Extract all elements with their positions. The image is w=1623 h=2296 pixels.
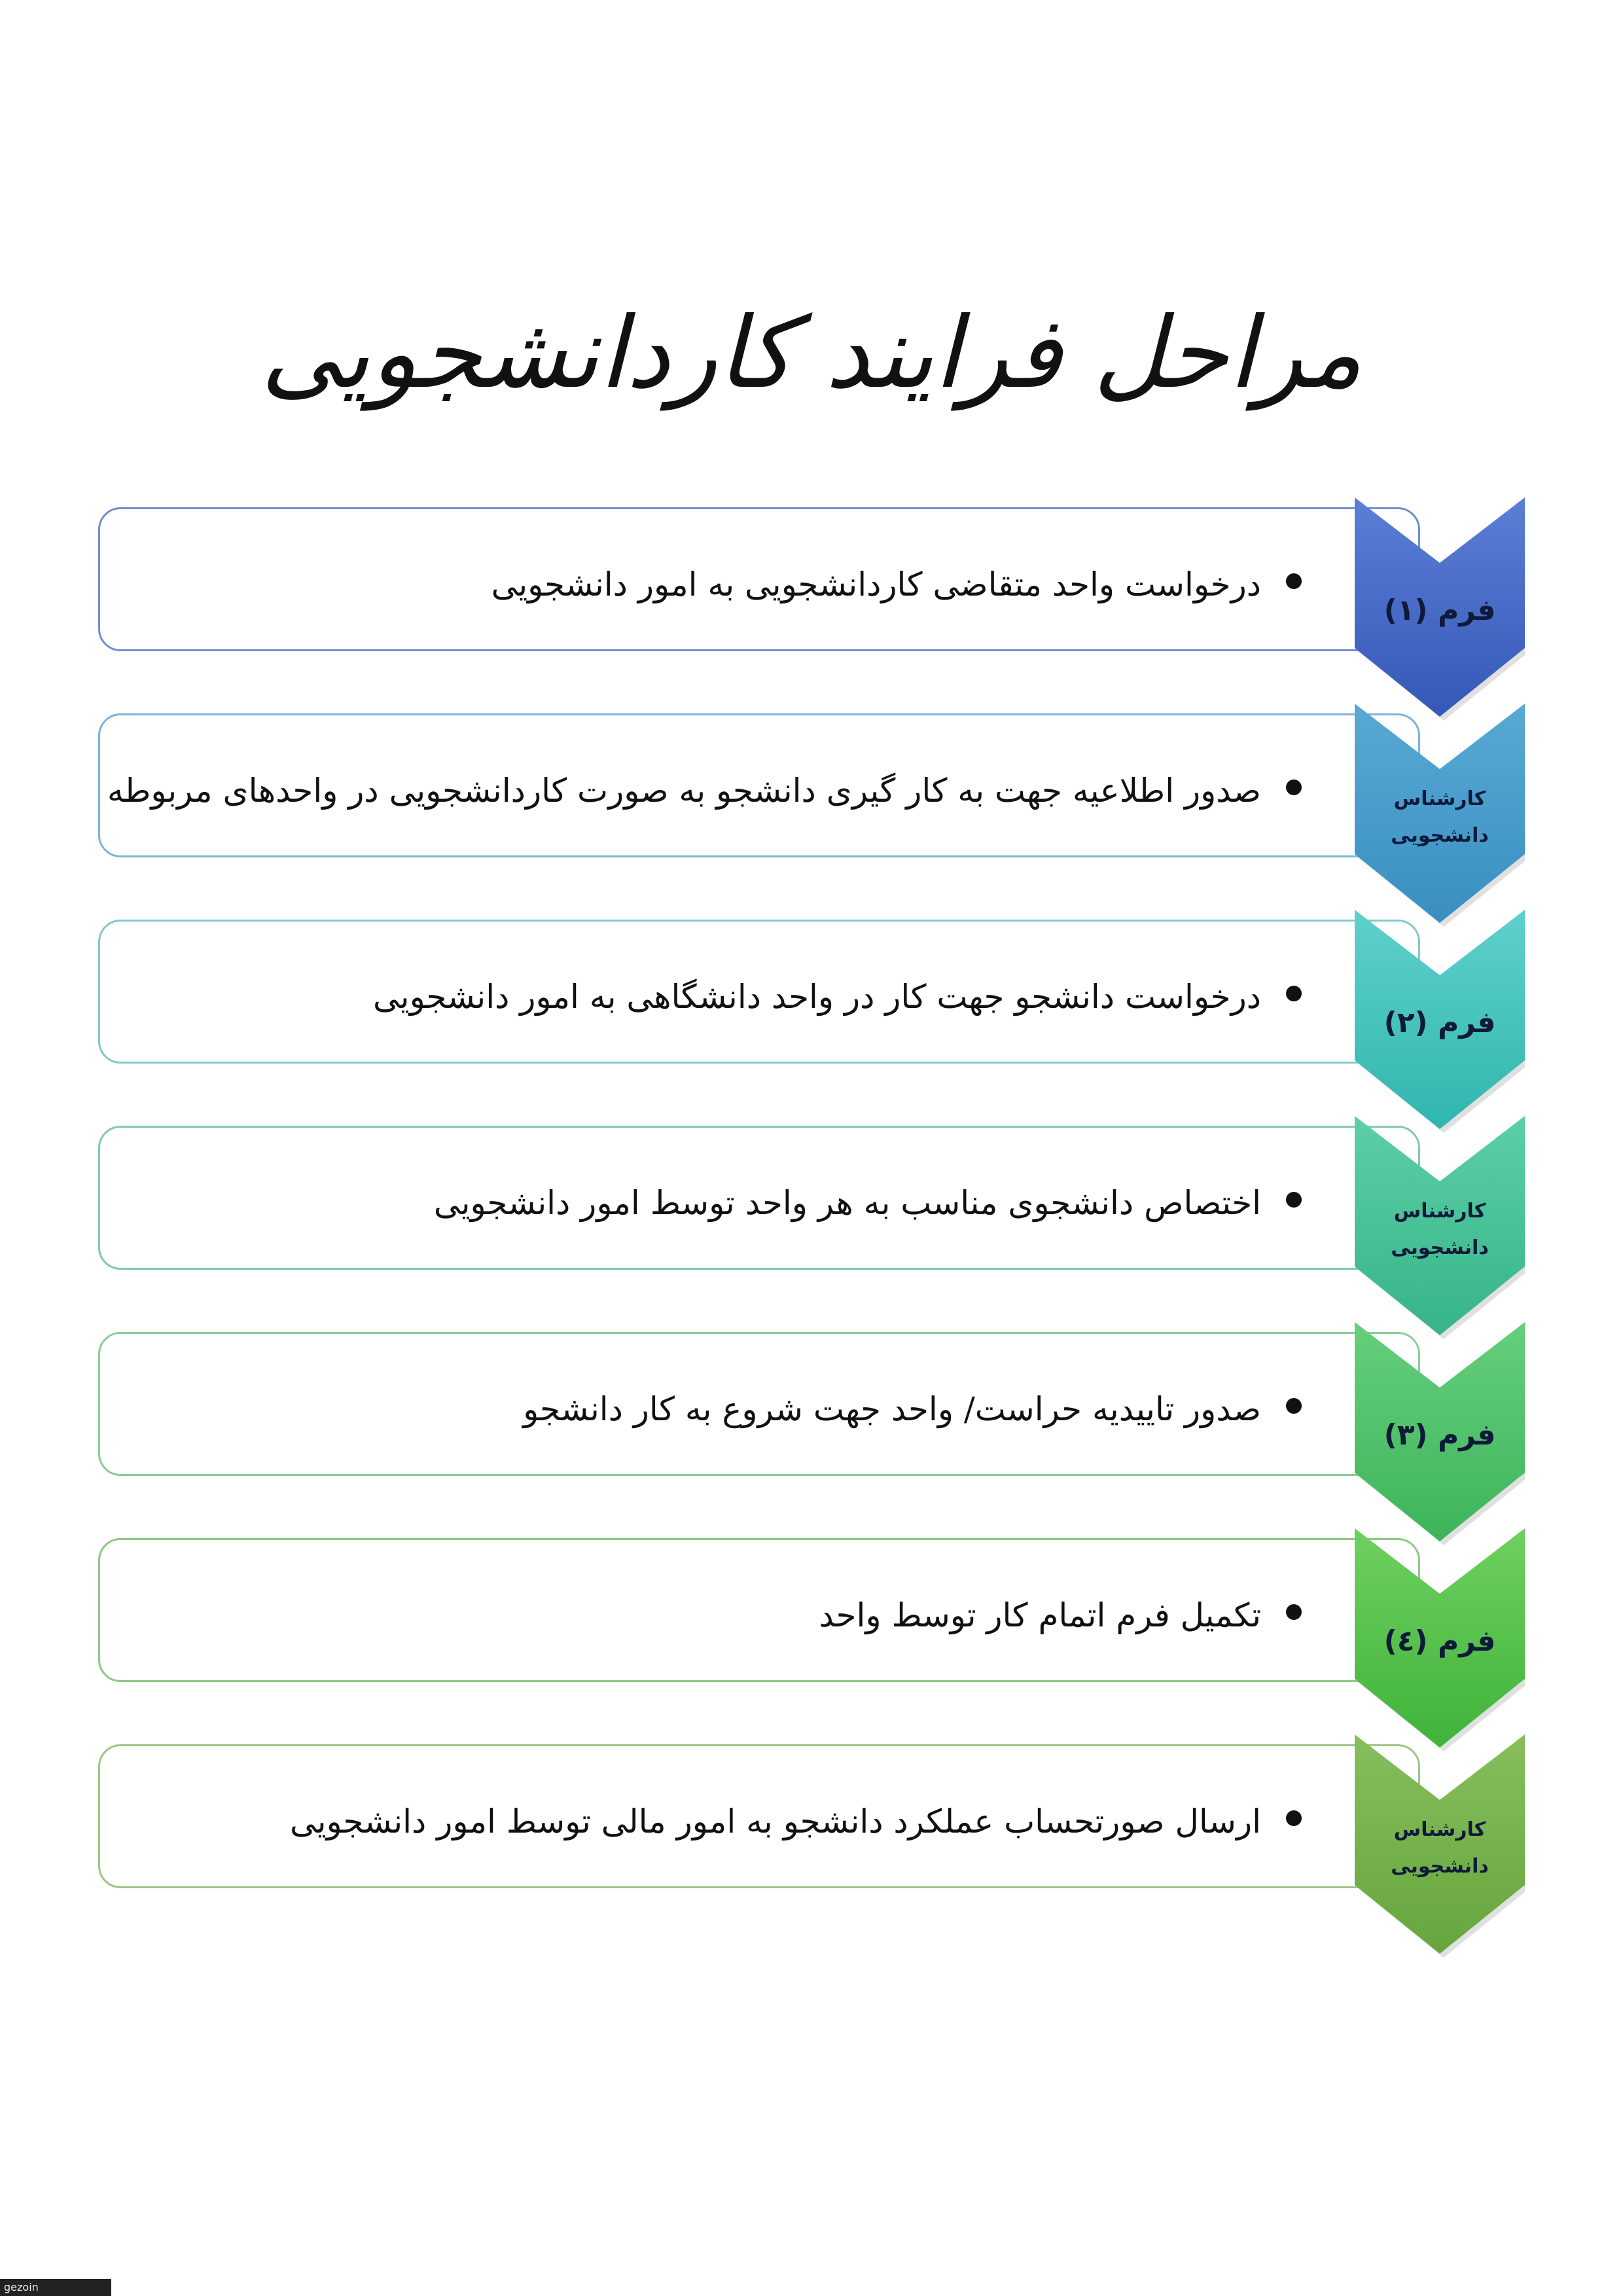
watermark: gezoin [0, 2279, 111, 2296]
step-box [98, 1538, 1420, 1682]
bullet-icon [1286, 573, 1302, 589]
expert-label: کارشناس دانشجویی [1391, 1200, 1489, 1259]
step-box [98, 1126, 1420, 1270]
step-text: تکمیل فرم اتمام کار توسط واحد [819, 1596, 1261, 1634]
bullet-icon [1286, 986, 1302, 1001]
step-7 [98, 1734, 1525, 1960]
step-text: صدور اطلاعیه جهت به کار گیری دانشجو به صورت کاردانشجویی در واحدهای مربوطه [107, 772, 1261, 810]
step-6 [98, 1528, 1525, 1754]
step-text: صدور تاییدیه حراست/ واحد جهت شروع به کار دانشجو [523, 1390, 1261, 1428]
step-2 [98, 704, 1525, 929]
bullet-icon [1286, 1398, 1302, 1414]
step-3 [98, 910, 1525, 1136]
form-label: فرم (٤) [1383, 1624, 1496, 1658]
page-title: مراحل فرایند کاردانشجویی [260, 296, 1363, 410]
step-box [98, 507, 1420, 651]
step-text: درخواست واحد متقاضی کاردانشجویی به امور دانشجویی [491, 565, 1261, 603]
bullet-icon [1286, 780, 1302, 795]
bullet-icon [1286, 1192, 1302, 1208]
form-label: فرم (۳) [1383, 1418, 1496, 1452]
expert-label: کارشناس دانشجویی [1391, 787, 1489, 847]
step-1 [98, 497, 1525, 723]
step-box [98, 920, 1420, 1064]
step-box [98, 1744, 1420, 1888]
form-label: فرم (۲) [1383, 1006, 1496, 1039]
step-text: ارسال صورتحساب عملکرد دانشجو به امور مالی توسط امور دانشجویی [289, 1803, 1261, 1840]
step-5 [98, 1322, 1525, 1548]
bullet-icon [1286, 1810, 1302, 1826]
step-text: اختصاص دانشجوی مناسب به هر واحد توسط امور دانشجویی [433, 1184, 1261, 1222]
step-box [98, 713, 1420, 857]
bullet-icon [1286, 1604, 1302, 1620]
step-text: درخواست دانشجو جهت کار در واحد دانشگاهی به امور دانشجویی [372, 978, 1261, 1016]
step-4 [98, 1116, 1525, 1342]
step-box [98, 1332, 1420, 1476]
expert-label: کارشناس دانشجویی [1391, 1818, 1489, 1878]
form-label: فرم (۱) [1383, 594, 1496, 627]
